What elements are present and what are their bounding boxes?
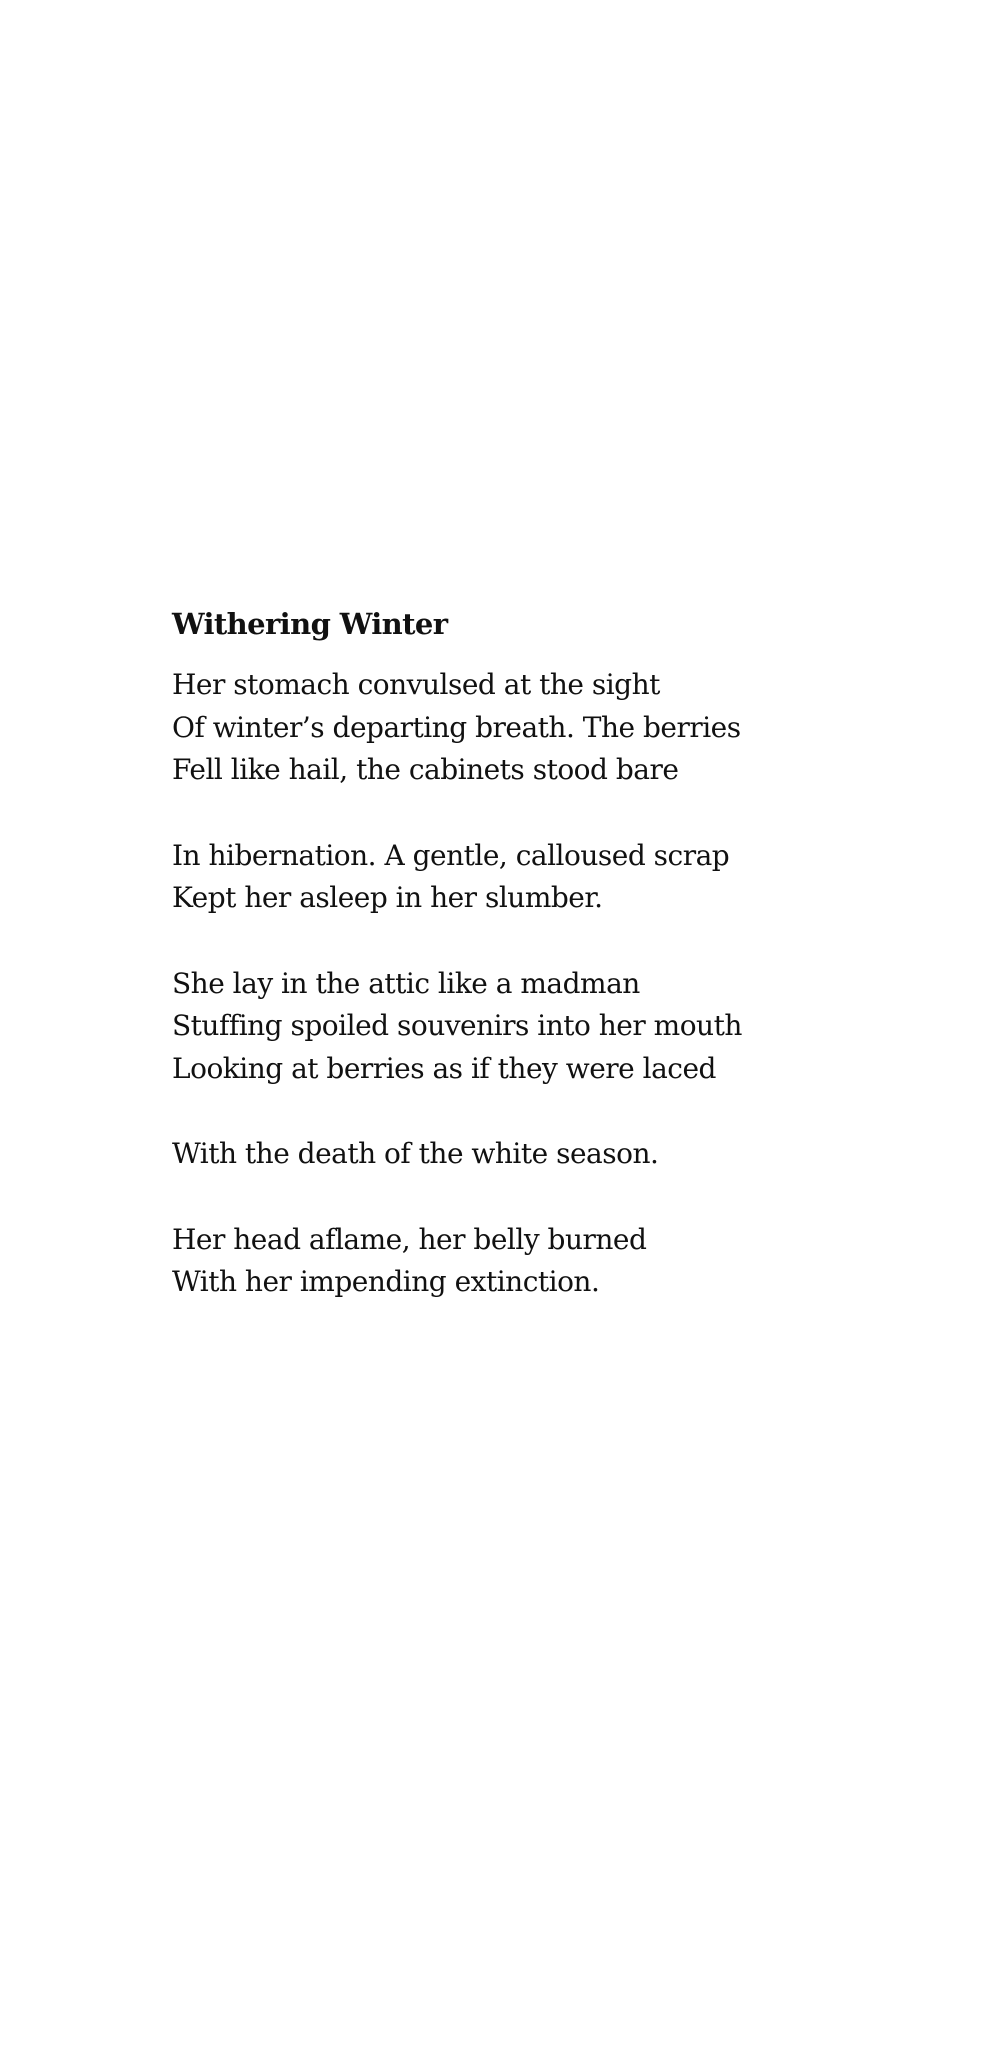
poem-title: Withering Winter	[172, 607, 448, 641]
poem-line: Her stomach convulsed at the sight	[172, 668, 660, 701]
poem-line: Stuffing spoiled souvenirs into her mouth	[172, 1009, 742, 1042]
poem-line: Kept her asleep in her slumber.	[172, 881, 603, 914]
stanza-3	[172, 963, 892, 1091]
poem-line: Looking at berries as if they were laced	[172, 1051, 716, 1085]
stanza-4	[172, 1133, 892, 1176]
stanza-5	[172, 1219, 892, 1304]
poem-line: With her impending extinction.	[172, 1265, 600, 1298]
poem-line: Fell like hail, the cabinets stood bare	[172, 753, 679, 786]
poem-line: Her head aflame, her belly burned	[172, 1222, 647, 1256]
poem-line: With the death of the white season.	[172, 1137, 659, 1170]
stanza-1	[172, 664, 892, 792]
poem-line: Of winter’s departing breath. The berries	[172, 710, 741, 744]
poem-line: She lay in the attic like a madman	[172, 966, 640, 1000]
poem	[172, 598, 892, 1347]
poem-line: In hibernation. A gentle, calloused scrap	[172, 838, 730, 872]
stanza-2	[172, 835, 892, 920]
